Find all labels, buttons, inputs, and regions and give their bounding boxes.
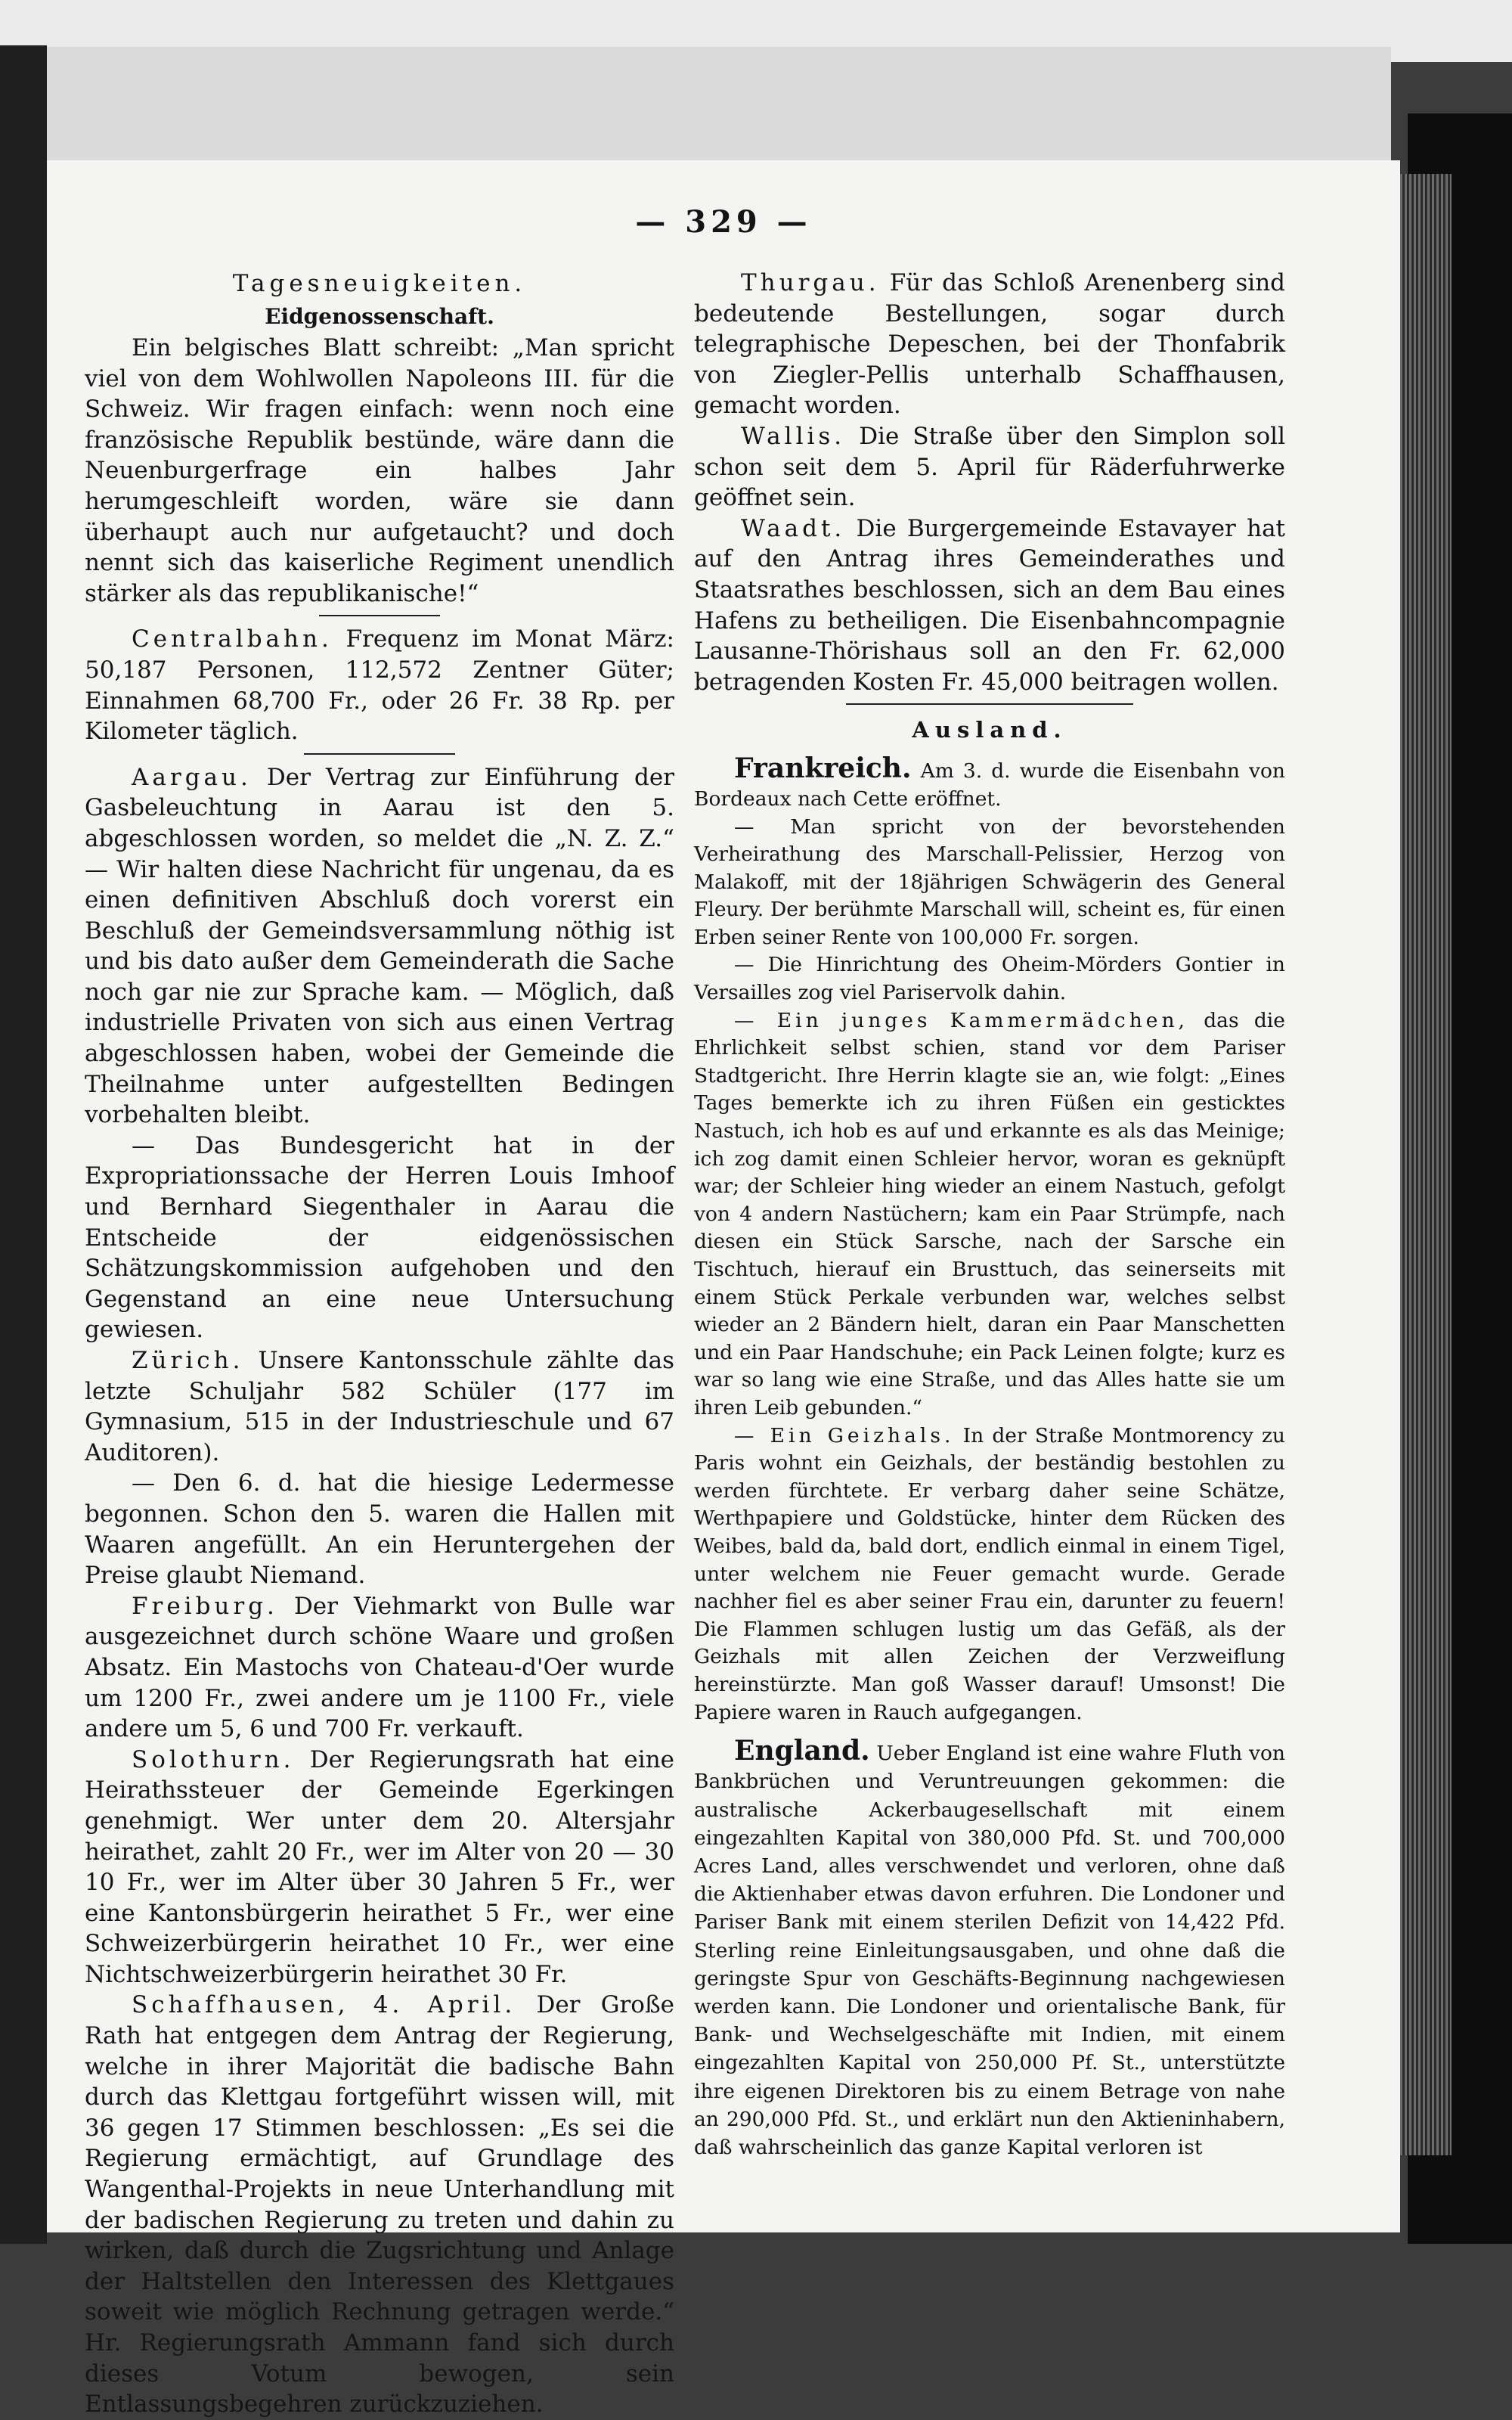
article-text: Der Große Rath hat entgegen dem Antrag der Regierung, welche in ihrer Majorität die badische Bahn durch das Klettgau fortgeführt wissen will, mit 36 gegen 17 Stimmen beschlossen: „Es sei die Regierung ermächtigt, auf Grundlage des Wangenthal-Projekts in neue Unterhandlung mit der badischen Regierung zu treten und dahin zu wirken, daß durch die Zugsrichtung und Anlage der Haltstellen den Interessen des Klettgaues soweit wie möglich Rechnung getragen werde.“ Hr. Regierungsrath Ammann fand sich durch dieses Votum bewogen, sein Entlassungsbegehren zurückzuziehen.	[85, 1991, 675, 2418]
section-title: Tagesneuigkeiten.	[232, 270, 527, 297]
article-ledermesse: — Den 6. d. hat die hiesige Ledermesse begonnen. Schon den 5. waren die Hallen mit Waaren angefüllt. An ein Heruntergehen der Preise glaubt Niemand.	[85, 1469, 674, 1590]
newspaper-page	[47, 160, 1400, 2418]
dateline: Aargau.	[132, 763, 252, 791]
article-england	[694, 1737, 1285, 2161]
article-wallis	[694, 421, 1285, 513]
article-thurgau	[694, 268, 1285, 421]
dateline: Thurgau.	[741, 269, 880, 296]
article-aargau	[85, 762, 674, 1131]
article-hinrichtung: — Die Hinrichtung des Oheim-Mörders Gontier in Versailles zog viel Pariservolk dahin.	[694, 953, 1285, 1005]
article-text: Der Vertrag zur Einführung der Gasbeleuchtung in Aarau ist den 5. abgeschlossen worden, so meldet die „N. Z. Z.“ — Wir halten diese Nachricht für ungenau, da es einen definitiven Abschluß doch vorerst ein Beschluß der Gemeindsversammlung nöthig ist und bis dato außer dem Gemeinderath die Sache noch gar nie zur Sprache kam. — Möglich, daß industrielle Privaten von sich aus einen Vertrag abgeschlossen haben, wobei der Gemeinde die Theilnahme unter aufgestellten Bedingen vorbehalten bleibt.	[85, 763, 674, 1129]
dateline: Solothurn.	[132, 1745, 295, 1773]
divider	[319, 615, 440, 616]
dateline: Wallis.	[741, 422, 846, 450]
article-geizhals	[694, 1423, 1285, 1727]
article-freiburg	[85, 1591, 674, 1745]
article-lead: — Ein junges Kammermädchen,	[734, 1008, 1188, 1032]
scan-left-border	[0, 45, 47, 2244]
left-column	[85, 268, 674, 2420]
article-intro: Ein belgisches Blatt schreibt: „Man spricht viel von dem Wohlwollen Napoleons III. für die Schweiz. Wir fragen einfach: wenn noch eine französische Republik bestünde, wäre dann die Neuenburgerfrage ein halbes Jahr herumgeschleift worden, wäre sie dann überhaupt auch nur aufgetaucht? und doch nennt sich das kaiserliche Regiment unendlich stärker als das republikanische!“	[85, 334, 674, 607]
article-lead: — Ein Geizhals.	[734, 1423, 955, 1447]
article-text: In der Straße Montmorency zu Paris wohnt ein Geizhals, der beständig bestohlen zu werden fürchtete. Er verbarg daher seine Schätze, Werthpapiere und Goldstücke, hinter dem Rücken des Weibes, bald da, bald dort, endlich einmal in einem Tigel, unter welchem nie Feuer gemacht wurde. Gerade nachher fiel es aber seiner Frau ein, darunter zu feuern! Die Flammen schlugen lustig um das Gefäß, als der Geizhals mit allen Zeichen der Verzweiflung hereinstürzte. Man goß Wasser darauf! Umsonst! Die Papiere waren in Rauch aufgegangen.	[694, 1423, 1285, 1724]
article-text: Frequenz im Monat März: 50,187 Personen, 112,572 Zentner Güter; Einnahmen 68,700 Fr., oder 26 Fr. 38 Rp. per Kilometer täglich.	[85, 625, 674, 746]
article-kammermaedchen	[694, 1007, 1285, 1423]
previous-page-edge	[45, 47, 1391, 162]
dateline: Schaffhausen, 4. April.	[132, 1991, 516, 2019]
article-text: Für das Schloß Arenenberg sind bedeutende Bestellungen, sogar durch telegraphische Depeschen, bei der Thonfabrik von Ziegler-Pellis unterhalb Schaffhausen, gemacht worden.	[694, 269, 1286, 420]
article-zuerich	[85, 1345, 674, 1468]
divider	[304, 753, 455, 755]
article-solothurn	[85, 1745, 674, 1990]
right-column	[694, 268, 1285, 2161]
article-waadt	[694, 513, 1285, 698]
country-heading: England.	[734, 1735, 870, 1767]
subsection-title: Eidgenossenschaft.	[265, 304, 494, 329]
article-centralbahn	[85, 624, 674, 746]
section-title-ausland: Ausland.	[912, 717, 1067, 743]
article-frankreich	[694, 752, 1285, 813]
country-heading: Frankreich.	[734, 752, 912, 785]
article-text: Unsere Kantonsschule zählte das letzte Schuljahr 582 Schüler (177 im Gymnasium, 515 in der Industrieschule und 67 Auditoren).	[85, 1347, 675, 1466]
book-page-stack	[1391, 174, 1452, 2155]
article-text: Der Viehmarkt von Bulle war ausgezeichnet durch schöne Waare und großen Absatz. Ein Mastochs von Chateau-d'Oer wurde um 1200 Fr., zwei andere um je 1100 Fr., viele andere um 5, 6 und 700 Fr. verkauft.	[85, 1592, 674, 1743]
article-text: Die Straße über den Simplon soll schon seit dem 5. April für Räderfuhrwerke geöffnet sein.	[694, 422, 1285, 512]
article-verheirathung: — Man spricht von der bevorstehenden Verheirathung des Marschall-Pelissier, Herzog von Malakoff, mit der 18jährigen Schwägerin des General Fleury. Der berühmte Marschall will, scheint es, für einen Erben seiner Rente von 100,000 Fr. sorgen.	[694, 814, 1285, 949]
article-text: das die Ehrlichkeit selbst schien, stand vor dem Pariser Stadtgericht. Ihre Herrin klagte sie an, wie folgt: „Eines Tages bemerkte ich zu ihren Füßen ein gesticktes Nastuch, ich hob es auf und erkannte es als das Meinige; ich zog damit einen Schleier hervor, woran es geknüpft war; der Schleier hing wieder an einem Nastuch, gefolgt von 4 andern Nastüchern; kam ein Paar Strümpfe, nach diesen ein Stück Sarsche, nach der Sarsche ein Tischtuch, hierauf ein Brusttuch, das seinerseits mit einem Stück Perkale verbunden war, welches selbst wieder an 2 Bändern hielt, daran ein Paar Manschetten und ein Paar Handschuhe; ein Pack Leinen folgte; kurz es war so lang wie eine Straße, und das Alles hatte sie um ihren Leib gebunden.“	[694, 1008, 1285, 1419]
dateline: Zürich.	[132, 1347, 244, 1374]
article-text: Am 3. d. wurde die Eisenbahn von Bordeaux nach Cette eröffnet.	[694, 759, 1285, 811]
article-text: Ueber England ist eine wahre Fluth von Bankbrüchen und Veruntreuungen gekommen: die australische Ackerbaugesellschaft mit einem eingezahlten Kapital von 380,000 Pfd. St. und 700,000 Acres Land, alles verschwendet und verloren, ohne daß die Aktienhaber etwas davon erfuhren. Die Londoner und Pariser Bank mit einem sterilen Defizit von 14,422 Pfd. Sterling reine Einleitungsausgaben, und ohne daß die geringste Spur von Geschäfts-Beginnung nachgewiesen werden kann. Die Londoner und orientalische Bank, für Bank- und Wechselgeschäfte mit Indien, mit einem eingezahlten Kapital von 250,000 Pf. St., unterstützte ihre eigenen Direktoren bis zu einem Betrage von nahe an 290,000 Pfd. St., und erklärt nun den Aktieninhabern, daß wahrscheinlich das ganze Kapital verloren ist	[694, 1742, 1285, 2159]
dateline: Waadt.	[741, 514, 846, 542]
dateline: Freiburg.	[132, 1592, 278, 1620]
divider	[846, 703, 1133, 705]
article-bundesgericht: — Das Bundesgericht hat in der Expropriationssache der Herren Louis Imhoof und Bernhard Siegenthaler in Aarau die Entscheide der eidgenössischen Schätzungskommission aufgehoben und den Gegenstand an eine neue Untersuchung gewiesen.	[85, 1131, 674, 1344]
dateline: Centralbahn.	[132, 625, 333, 653]
article-text: Der Regierungsrath hat eine Heirathssteuer der Gemeinde Egerkingen genehmigt. Wer unter dem 20. Altersjahr heirathet, zahlt 20 Fr., wer im Alter von 20 — 30 10 Fr., wer im Alter über 30 Jahren 5 Fr., wer eine Kantonsbürgerin heirathet 5 Fr., wer eine Schweizerbürgerin heirathet 10 Fr., wer eine Nichtschweizerbürgerin heirathet 30 Fr.	[85, 1745, 674, 1988]
article-text: Die Burgergemeinde Estavayer hat auf den Antrag ihres Gemeinderathes und Staatsrathes beschlossen, sich an dem Bau eines Hafens zu betheiligen. Die Eisenbahncompagnie Lausanne-Thörishaus soll an den Fr. 62,000 betragenden Kosten Fr. 45,000 beitragen wollen.	[694, 514, 1286, 696]
article-schaffhausen	[85, 1990, 674, 2419]
page-number: — 329 —	[635, 204, 812, 240]
